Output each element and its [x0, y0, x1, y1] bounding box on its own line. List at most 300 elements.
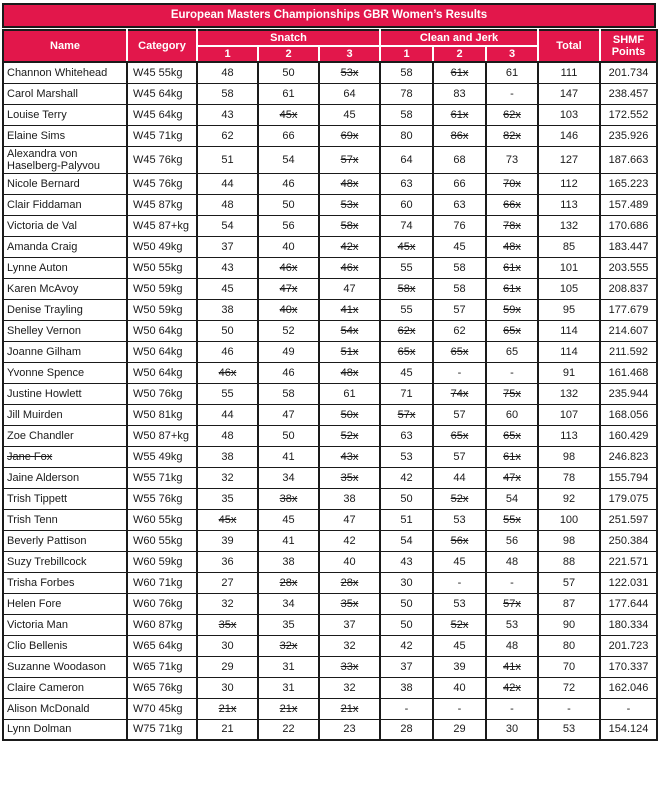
failed-lift-value: 53x [340, 66, 359, 79]
clean-and-jerk-attempt-1-cell: 58 [380, 62, 433, 83]
failed-lift-value: 45x [397, 240, 416, 253]
failed-lift-value: 47x [503, 471, 521, 484]
clean-and-jerk-attempt-3-cell: - [486, 83, 538, 104]
snatch-attempt-2-cell: 50 [258, 194, 319, 215]
category-cell: W45 76kg [127, 146, 197, 173]
athlete-name-cell: Karen McAvoy [3, 278, 127, 299]
total-cell: 53 [538, 719, 600, 740]
snatch-attempt-3-cell: 32 [319, 677, 380, 698]
snatch-attempt-1-cell: 44 [197, 173, 258, 194]
snatch-attempt-2-cell: 66 [258, 125, 319, 146]
athlete-name-cell: Channon Whitehead [3, 62, 127, 83]
failed-lift-value: 42x [503, 681, 521, 694]
snatch-attempt-1-cell: 62 [197, 125, 258, 146]
clean-and-jerk-attempt-1-cell: 63 [380, 173, 433, 194]
shmf-points-cell: 238.457 [600, 83, 657, 104]
failed-lift-value: 52x [450, 618, 469, 631]
snatch-attempt-3-cell: 47 [319, 509, 380, 530]
total-cell: 101 [538, 257, 600, 278]
failed-lift-value: 33x [340, 660, 359, 673]
column-header-cj-3: 3 [486, 46, 538, 62]
athlete-name-cell: Denise Trayling [3, 299, 127, 320]
failed-lift-value: 54x [340, 324, 359, 337]
clean-and-jerk-attempt-2-cell [433, 62, 486, 83]
total-cell: 85 [538, 236, 600, 257]
clean-and-jerk-attempt-3-cell [486, 656, 538, 677]
snatch-attempt-1-cell: 35 [197, 488, 258, 509]
failed-lift-value: 65x [397, 345, 416, 358]
failed-lift-value: 57x [503, 597, 521, 610]
table-row [3, 125, 657, 146]
clean-and-jerk-attempt-1-cell: 50 [380, 614, 433, 635]
shmf-points-cell: 170.686 [600, 215, 657, 236]
athlete-name-cell: Louise Terry [3, 104, 127, 125]
total-cell: 88 [538, 551, 600, 572]
athlete-name-cell: Victoria Man [3, 614, 127, 635]
shmf-points-cell: 187.663 [600, 146, 657, 173]
shmf-points-cell: 203.555 [600, 257, 657, 278]
column-header-snatch-1: 1 [197, 46, 258, 62]
table-row [3, 572, 657, 593]
clean-and-jerk-attempt-2-cell: 53 [433, 593, 486, 614]
snatch-attempt-3-cell: 45 [319, 104, 380, 125]
shmf-points-cell: 172.552 [600, 104, 657, 125]
failed-lift-value: 21x [218, 702, 237, 715]
snatch-attempt-2-cell: 41 [258, 446, 319, 467]
failed-lift-value: 61x [450, 108, 469, 121]
column-header-snatch-3: 3 [319, 46, 380, 62]
clean-and-jerk-attempt-2-cell: 40 [433, 677, 486, 698]
snatch-attempt-1-cell: 48 [197, 62, 258, 83]
category-cell: W60 55kg [127, 509, 197, 530]
clean-and-jerk-attempt-3-cell: 54 [486, 488, 538, 509]
failed-lift-value: 32x [279, 639, 298, 652]
total-cell: 114 [538, 320, 600, 341]
results-table [2, 29, 658, 741]
athlete-name-cell: Victoria de Val [3, 215, 127, 236]
failed-lift-value: 48x [340, 366, 359, 379]
shmf-points-cell: 221.571 [600, 551, 657, 572]
shmf-points-cell: - [600, 698, 657, 719]
failed-lift-value: 28x [340, 576, 359, 589]
snatch-attempt-2-cell: 50 [258, 62, 319, 83]
total-cell: 111 [538, 62, 600, 83]
snatch-attempt-2-cell [258, 257, 319, 278]
shmf-points-cell: 235.926 [600, 125, 657, 146]
snatch-attempt-1-cell: 44 [197, 404, 258, 425]
failed-lift-value: 62x [397, 324, 416, 337]
snatch-attempt-1-cell: 45 [197, 278, 258, 299]
category-cell: W50 55kg [127, 257, 197, 278]
clean-and-jerk-attempt-3-cell: 53 [486, 614, 538, 635]
snatch-attempt-2-cell: 49 [258, 341, 319, 362]
clean-and-jerk-attempt-2-cell [433, 425, 486, 446]
failed-lift-value: 46x [340, 261, 359, 274]
snatch-attempt-3-cell: 47 [319, 278, 380, 299]
column-header-category: Category [127, 30, 197, 62]
clean-and-jerk-attempt-1-cell: 60 [380, 194, 433, 215]
clean-and-jerk-attempt-3-cell: 60 [486, 404, 538, 425]
snatch-attempt-2-cell [258, 299, 319, 320]
snatch-attempt-3-cell: 32 [319, 635, 380, 656]
total-cell: 70 [538, 656, 600, 677]
clean-and-jerk-attempt-2-cell: 44 [433, 467, 486, 488]
snatch-attempt-2-cell [258, 698, 319, 719]
snatch-attempt-1-cell: 39 [197, 530, 258, 551]
shmf-points-cell: 250.384 [600, 530, 657, 551]
snatch-attempt-2-cell: 46 [258, 173, 319, 194]
athlete-name-cell: Elaine Sims [3, 125, 127, 146]
snatch-attempt-1-cell: 30 [197, 677, 258, 698]
clean-and-jerk-attempt-1-cell: 45 [380, 362, 433, 383]
table-row [3, 551, 657, 572]
shmf-points-cell: 235.944 [600, 383, 657, 404]
category-cell: W55 49kg [127, 446, 197, 467]
clean-and-jerk-attempt-1-cell: 51 [380, 509, 433, 530]
category-cell: W65 71kg [127, 656, 197, 677]
clean-and-jerk-attempt-2-cell [433, 125, 486, 146]
shmf-points-cell: 122.031 [600, 572, 657, 593]
shmf-points-cell: 177.644 [600, 593, 657, 614]
clean-and-jerk-attempt-3-cell [486, 299, 538, 320]
athlete-name-cell: Suzy Trebillcock [3, 551, 127, 572]
snatch-attempt-3-cell [319, 656, 380, 677]
failed-lift-value: 21x [279, 702, 298, 715]
failed-lift-value: 35x [340, 597, 359, 610]
column-header-name: Name [3, 30, 127, 62]
table-row [3, 215, 657, 236]
athlete-name-cell: Lynn Dolman [3, 719, 127, 740]
snatch-attempt-3-cell [319, 146, 380, 173]
clean-and-jerk-attempt-3-cell [486, 677, 538, 698]
snatch-attempt-1-cell: 32 [197, 593, 258, 614]
athlete-name-cell: Trisha Forbes [3, 572, 127, 593]
table-row [3, 698, 657, 719]
shmf-points-cell: 162.046 [600, 677, 657, 698]
failed-lift-value: 50x [340, 408, 359, 421]
total-cell: 57 [538, 572, 600, 593]
table-row [3, 236, 657, 257]
clean-and-jerk-attempt-3-cell: - [486, 698, 538, 719]
table-row [3, 404, 657, 425]
snatch-attempt-2-cell: 41 [258, 530, 319, 551]
category-cell: W50 81kg [127, 404, 197, 425]
snatch-attempt-3-cell [319, 125, 380, 146]
clean-and-jerk-attempt-3-cell: 30 [486, 719, 538, 740]
failed-lift-value: 61x [503, 282, 521, 295]
athlete-name-cell: Amanda Craig [3, 236, 127, 257]
failed-lift-value: 75x [503, 387, 521, 400]
total-cell: 90 [538, 614, 600, 635]
athlete-name-cell: Jill Muirden [3, 404, 127, 425]
clean-and-jerk-attempt-2-cell: 29 [433, 719, 486, 740]
snatch-attempt-2-cell: 31 [258, 656, 319, 677]
failed-lift-value: 86x [450, 129, 469, 142]
clean-and-jerk-attempt-1-cell [380, 278, 433, 299]
athlete-name-cell: Justine Howlett [3, 383, 127, 404]
clean-and-jerk-attempt-1-cell: 74 [380, 215, 433, 236]
athlete-name-cell: Trish Tippett [3, 488, 127, 509]
shmf-points-cell: 165.223 [600, 173, 657, 194]
athlete-name-cell: Jaine Alderson [3, 467, 127, 488]
total-cell: 132 [538, 383, 600, 404]
clean-and-jerk-attempt-1-cell: 50 [380, 488, 433, 509]
category-cell: W55 76kg [127, 488, 197, 509]
clean-and-jerk-attempt-2-cell: 57 [433, 299, 486, 320]
athlete-name-cell: Clio Bellenis [3, 635, 127, 656]
column-group-clean-and-jerk: Clean and Jerk [380, 30, 538, 46]
shmf-points-cell: 183.447 [600, 236, 657, 257]
total-cell: - [538, 698, 600, 719]
shmf-points-cell: 168.056 [600, 404, 657, 425]
total-cell: 98 [538, 530, 600, 551]
snatch-attempt-3-cell: 64 [319, 83, 380, 104]
clean-and-jerk-attempt-2-cell: - [433, 572, 486, 593]
clean-and-jerk-attempt-3-cell [486, 593, 538, 614]
failed-lift-value: 42x [340, 240, 359, 253]
clean-and-jerk-attempt-2-cell: 39 [433, 656, 486, 677]
clean-and-jerk-attempt-2-cell [433, 104, 486, 125]
clean-and-jerk-attempt-2-cell [433, 530, 486, 551]
clean-and-jerk-attempt-2-cell: 83 [433, 83, 486, 104]
total-cell: 92 [538, 488, 600, 509]
table-row [3, 194, 657, 215]
clean-and-jerk-attempt-3-cell: 73 [486, 146, 538, 173]
category-cell: W45 64kg [127, 83, 197, 104]
clean-and-jerk-attempt-3-cell [486, 509, 538, 530]
snatch-attempt-1-cell: 46 [197, 341, 258, 362]
snatch-attempt-2-cell: 38 [258, 551, 319, 572]
failed-lift-value: 46x [279, 261, 298, 274]
total-cell: 132 [538, 215, 600, 236]
clean-and-jerk-attempt-2-cell: - [433, 698, 486, 719]
shmf-points-cell: 201.734 [600, 62, 657, 83]
clean-and-jerk-attempt-1-cell: - [380, 698, 433, 719]
category-cell: W55 71kg [127, 467, 197, 488]
clean-and-jerk-attempt-1-cell [380, 404, 433, 425]
snatch-attempt-3-cell: 42 [319, 530, 380, 551]
total-cell: 78 [538, 467, 600, 488]
snatch-attempt-3-cell [319, 572, 380, 593]
clean-and-jerk-attempt-1-cell [380, 236, 433, 257]
failed-lift-value: 48x [340, 177, 359, 190]
clean-and-jerk-attempt-2-cell: 76 [433, 215, 486, 236]
category-cell: W50 59kg [127, 299, 197, 320]
clean-and-jerk-attempt-3-cell: - [486, 362, 538, 383]
snatch-attempt-2-cell: 46 [258, 362, 319, 383]
snatch-attempt-2-cell: 35 [258, 614, 319, 635]
shmf-points-cell: 170.337 [600, 656, 657, 677]
category-cell: W45 87kg [127, 194, 197, 215]
clean-and-jerk-attempt-3-cell [486, 383, 538, 404]
athlete-name-cell: Clair Fiddaman [3, 194, 127, 215]
table-title: European Masters Championships GBR Women’s Results [2, 3, 656, 28]
failed-lift-value: 58x [397, 282, 416, 295]
snatch-attempt-3-cell [319, 215, 380, 236]
total-cell: 107 [538, 404, 600, 425]
failed-lift-value: 58x [340, 219, 359, 232]
failed-lift-value: 41x [340, 303, 359, 316]
clean-and-jerk-attempt-3-cell [486, 236, 538, 257]
failed-lift-value: 41x [503, 660, 521, 673]
snatch-attempt-1-cell: 30 [197, 635, 258, 656]
snatch-attempt-3-cell: 61 [319, 383, 380, 404]
failed-lift-value: 47x [279, 282, 298, 295]
table-header [3, 30, 657, 62]
category-cell: W45 55kg [127, 62, 197, 83]
category-cell: W45 87+kg [127, 215, 197, 236]
table-row [3, 320, 657, 341]
athlete-name-cell: Alexandra von Haselberg-Palyvou [3, 146, 127, 173]
athlete-name-cell: Suzanne Woodason [3, 656, 127, 677]
snatch-attempt-2-cell: 52 [258, 320, 319, 341]
athlete-name-cell: Carol Marshall [3, 83, 127, 104]
shmf-points-cell: 157.489 [600, 194, 657, 215]
total-cell: 103 [538, 104, 600, 125]
column-header-total: Total [538, 30, 600, 62]
clean-and-jerk-attempt-2-cell: 58 [433, 257, 486, 278]
category-cell: W65 76kg [127, 677, 197, 698]
clean-and-jerk-attempt-2-cell: 57 [433, 404, 486, 425]
shmf-points-cell: 208.837 [600, 278, 657, 299]
total-cell: 91 [538, 362, 600, 383]
athlete-name-cell: Shelley Vernon [3, 320, 127, 341]
shmf-points-cell: 201.723 [600, 635, 657, 656]
table-row [3, 530, 657, 551]
snatch-attempt-1-cell: 37 [197, 236, 258, 257]
category-cell: W45 64kg [127, 104, 197, 125]
failed-lift-value: 48x [503, 240, 521, 253]
snatch-attempt-2-cell: 50 [258, 425, 319, 446]
failed-lift-value: Jane Fox [7, 450, 53, 463]
snatch-attempt-2-cell: 47 [258, 404, 319, 425]
athlete-name-cell: Alison McDonald [3, 698, 127, 719]
clean-and-jerk-attempt-3-cell [486, 104, 538, 125]
snatch-attempt-3-cell [319, 257, 380, 278]
category-cell: W60 76kg [127, 593, 197, 614]
category-cell: W60 55kg [127, 530, 197, 551]
clean-and-jerk-attempt-3-cell [486, 125, 538, 146]
failed-lift-value: 74x [450, 387, 469, 400]
clean-and-jerk-attempt-2-cell: 45 [433, 551, 486, 572]
table-row [3, 509, 657, 530]
table-row [3, 146, 657, 173]
category-cell: W60 87kg [127, 614, 197, 635]
table-row [3, 62, 657, 83]
total-cell: 80 [538, 635, 600, 656]
clean-and-jerk-attempt-1-cell: 78 [380, 83, 433, 104]
snatch-attempt-1-cell: 29 [197, 656, 258, 677]
athlete-name-cell: Lynne Auton [3, 257, 127, 278]
snatch-attempt-2-cell: 45 [258, 509, 319, 530]
category-cell: W45 71kg [127, 125, 197, 146]
category-cell: W60 59kg [127, 551, 197, 572]
category-cell: W50 64kg [127, 341, 197, 362]
clean-and-jerk-attempt-1-cell: 43 [380, 551, 433, 572]
column-header-cj-2: 2 [433, 46, 486, 62]
category-cell: W75 71kg [127, 719, 197, 740]
snatch-attempt-3-cell [319, 194, 380, 215]
snatch-attempt-2-cell [258, 104, 319, 125]
table-row [3, 635, 657, 656]
total-cell: 113 [538, 425, 600, 446]
snatch-attempt-1-cell: 32 [197, 467, 258, 488]
failed-lift-value: 59x [503, 303, 521, 316]
total-cell: 114 [538, 341, 600, 362]
snatch-attempt-3-cell: 40 [319, 551, 380, 572]
table-row [3, 446, 657, 467]
snatch-attempt-1-cell: 38 [197, 299, 258, 320]
snatch-attempt-2-cell [258, 635, 319, 656]
clean-and-jerk-attempt-2-cell: 66 [433, 173, 486, 194]
failed-lift-value: 28x [279, 576, 298, 589]
failed-lift-value: 82x [503, 129, 521, 142]
clean-and-jerk-attempt-3-cell [486, 215, 538, 236]
athlete-name-cell: Claire Cameron [3, 677, 127, 698]
table-row [3, 383, 657, 404]
athlete-name-cell: Joanne Gilham [3, 341, 127, 362]
shmf-points-cell: 211.592 [600, 341, 657, 362]
snatch-attempt-1-cell [197, 614, 258, 635]
failed-lift-value: 65x [503, 324, 521, 337]
clean-and-jerk-attempt-1-cell: 63 [380, 425, 433, 446]
clean-and-jerk-attempt-3-cell: 65 [486, 341, 538, 362]
table-row [3, 278, 657, 299]
failed-lift-value: 61x [503, 450, 521, 463]
shmf-points-cell: 161.468 [600, 362, 657, 383]
athlete-name-cell: Yvonne Spence [3, 362, 127, 383]
clean-and-jerk-attempt-3-cell: - [486, 572, 538, 593]
snatch-attempt-3-cell [319, 698, 380, 719]
snatch-attempt-3-cell [319, 404, 380, 425]
shmf-points-cell: 246.823 [600, 446, 657, 467]
snatch-attempt-3-cell: 23 [319, 719, 380, 740]
clean-and-jerk-attempt-1-cell: 30 [380, 572, 433, 593]
clean-and-jerk-attempt-2-cell: 45 [433, 635, 486, 656]
category-cell: W45 76kg [127, 173, 197, 194]
clean-and-jerk-attempt-1-cell [380, 341, 433, 362]
failed-lift-value: 78x [503, 219, 521, 232]
snatch-attempt-3-cell: 38 [319, 488, 380, 509]
failed-lift-value: 65x [450, 429, 469, 442]
clean-and-jerk-attempt-2-cell [433, 383, 486, 404]
clean-and-jerk-attempt-2-cell: 63 [433, 194, 486, 215]
table-row [3, 257, 657, 278]
clean-and-jerk-attempt-1-cell: 64 [380, 146, 433, 173]
clean-and-jerk-attempt-2-cell [433, 488, 486, 509]
total-cell: 112 [538, 173, 600, 194]
clean-and-jerk-attempt-1-cell: 55 [380, 257, 433, 278]
athlete-name-cell [3, 446, 127, 467]
snatch-attempt-3-cell [319, 320, 380, 341]
clean-and-jerk-attempt-1-cell: 71 [380, 383, 433, 404]
clean-and-jerk-attempt-1-cell: 58 [380, 104, 433, 125]
table-row [3, 299, 657, 320]
snatch-attempt-2-cell [258, 488, 319, 509]
snatch-attempt-3-cell [319, 341, 380, 362]
clean-and-jerk-attempt-2-cell: 57 [433, 446, 486, 467]
failed-lift-value: 66x [503, 198, 521, 211]
failed-lift-value: 35x [218, 618, 237, 631]
shmf-points-cell: 160.429 [600, 425, 657, 446]
clean-and-jerk-attempt-1-cell: 53 [380, 446, 433, 467]
snatch-attempt-2-cell: 56 [258, 215, 319, 236]
failed-lift-value: 65x [503, 429, 521, 442]
column-header-shmf-points: SHMF Points [600, 30, 657, 62]
snatch-attempt-3-cell [319, 362, 380, 383]
clean-and-jerk-attempt-1-cell: 42 [380, 467, 433, 488]
clean-and-jerk-attempt-3-cell: 61 [486, 62, 538, 83]
